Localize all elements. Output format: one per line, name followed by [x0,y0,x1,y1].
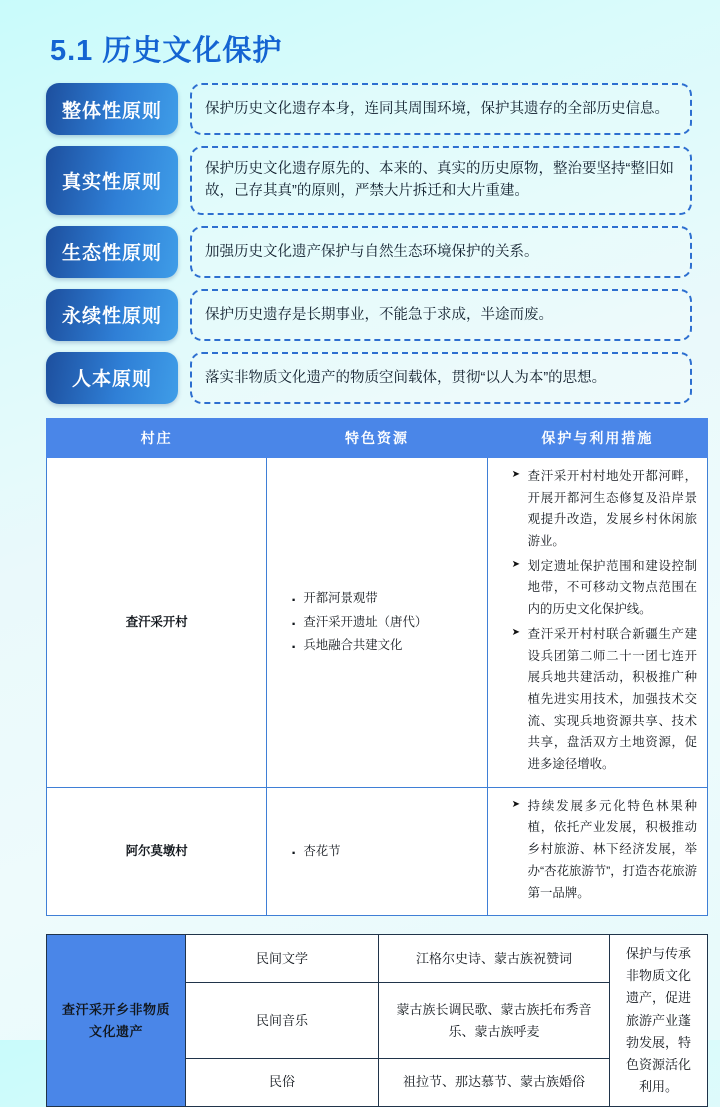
principle-text: 保护历史文化遗存原先的、本来的、真实的历史原物，整治要坚持“整旧如故，己存其真”的原则，严禁大片拆迁和大片重建。 [205,161,674,200]
village-measures [487,787,707,916]
principles-list [46,83,692,404]
principle-label: 永续性原则 [46,289,178,341]
principle-label: 整体性原则 [46,83,178,135]
heritage-category: 民间音乐 [186,983,379,1058]
measure-item: ➤ 划定遗址保护范围和建设控制地带，不可移动文物点范围在内的历史文化保护线。 [514,556,697,621]
heritage-category: 民俗 [186,1058,379,1106]
column-header-measures: 保护与利用措施 [487,418,707,457]
principle-label: 真实性原则 [46,146,178,215]
principle-row [46,83,692,135]
principle-row [46,146,692,215]
principle-row [46,226,692,278]
principle-label: 生态性原则 [46,226,178,278]
principle-text: 保护历史遗存是长期事业，不能急于求成，半途而废。 [205,306,553,323]
principle-label: 人本原则 [46,352,178,404]
resource-item: · 开都河景观带 [293,588,476,610]
column-header-village: 村庄 [47,418,267,457]
heritage-items: 蒙古族长调民歌、蒙古族托布秀音乐、蒙古族呼麦 [379,983,610,1058]
principle-text: 加强历史文化遗产保护与自然生态环境保护的关系。 [205,243,539,260]
principle-text-box [190,352,692,404]
principle-text-box [190,226,692,278]
table-row [47,935,708,983]
measure-item: ➤ 持续发展多元化特色林果种植，依托产业发展，积极推动乡村旅游、林下经济发展，举办“杏花旅游节”，打造杏花旅游第一品牌。 [514,796,697,905]
village-name: 查汗采开村 [47,457,267,787]
principle-text: 保护历史文化遗存本身，连同其周围环境，保护其遗存的全部历史信息。 [205,100,669,117]
resource-item: · 杏花节 [293,841,476,863]
page-title: 5.1 历史文化保护 [50,35,283,67]
table-row [47,457,708,787]
principle-text: 落实非物质文化遗产的物质空间载体，贯彻“以人为本”的思想。 [205,369,607,386]
principle-row [46,289,692,341]
principle-text-box [190,289,692,341]
heritage-items: 江格尔史诗、蒙古族祝赞词 [379,935,610,983]
village-resources [267,457,487,787]
principle-row [46,352,692,404]
heritage-note: 保护与传承非物质文化遗产，促进旅游产业蓬勃发展，特色资源活化利用。 [610,935,708,1107]
heritage-category: 民间文学 [186,935,379,983]
principle-text-box [190,146,692,215]
village-measures-table [46,418,708,916]
heritage-row-header: 查汗采开乡非物质文化遗产 [47,935,186,1107]
measure-item: ➤ 查汗采开村村联合新疆生产建设兵团第二师二十一团七连开展兵地共建活动，积极推广种植先进实用技术，加强技术交流、实现兵地资源共享、技术共享，盘活双方土地资源，促进多途径增收。 [514,624,697,776]
resource-item: · 查汗采开遗址（唐代） [293,612,476,634]
table-row [47,787,708,916]
village-name: 阿尔莫墩村 [47,787,267,916]
village-measures [487,457,707,787]
column-header-resources: 特色资源 [267,418,487,457]
heritage-table [46,934,708,1107]
village-resources [267,787,487,916]
measure-item: ➤ 查汗采开村村地处开都河畔，开展开都河生态修复及沿岸景观提升改造，发展乡村休闲旅游业。 [514,466,697,553]
principle-text-box [190,83,692,135]
heritage-items: 祖拉节、那达慕节、蒙古族婚俗 [379,1058,610,1106]
resource-item: · 兵地融合共建文化 [293,635,476,657]
table-header-row [47,418,708,457]
